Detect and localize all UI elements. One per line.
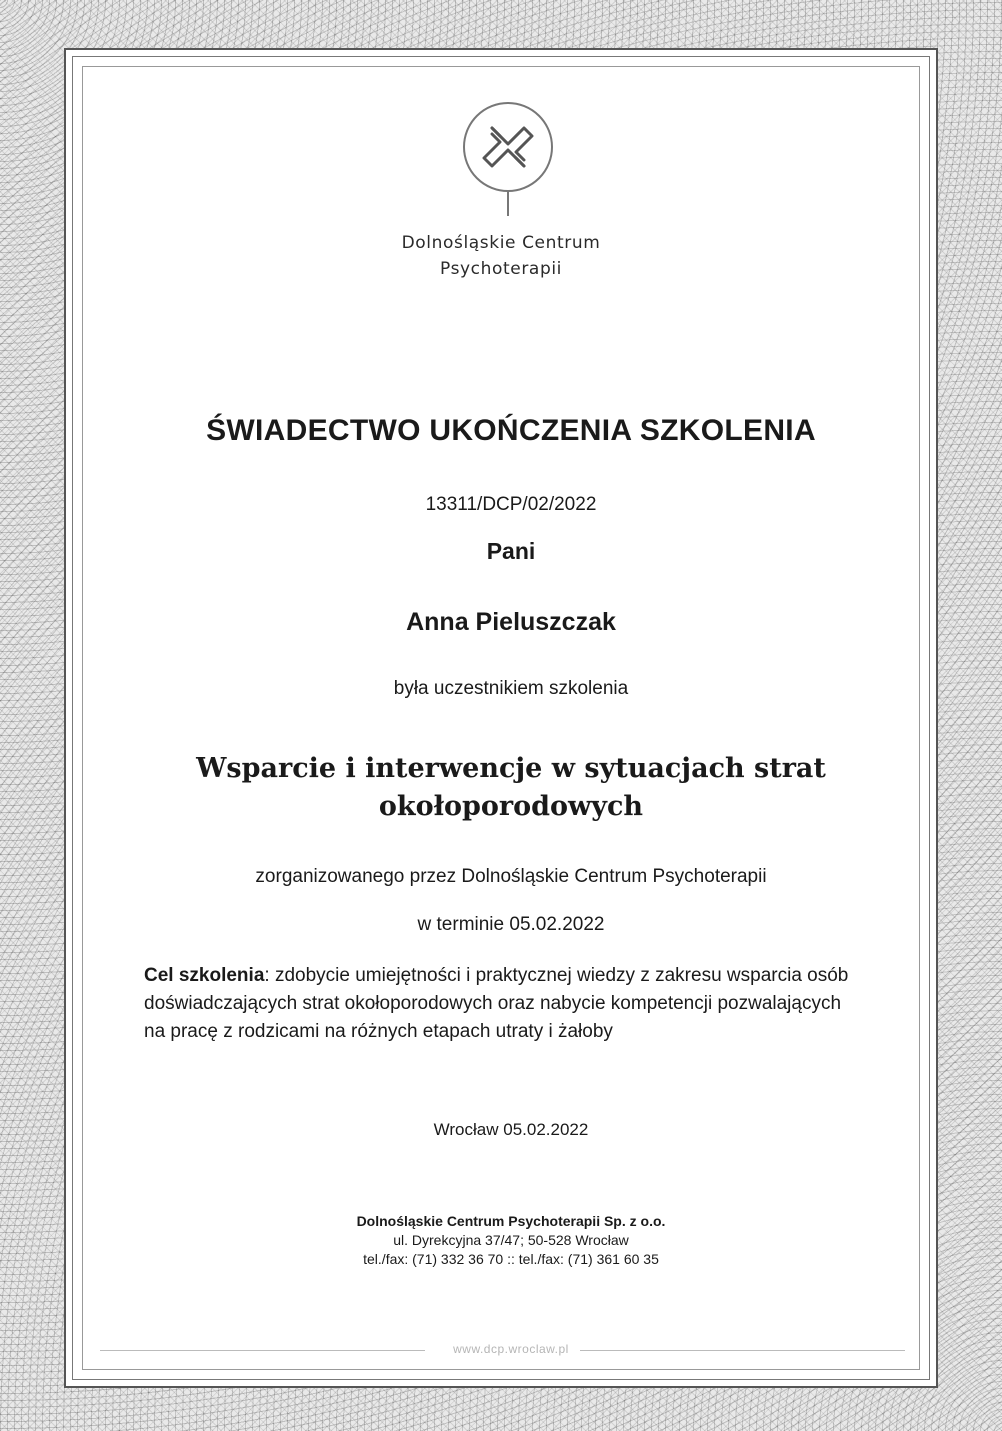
course-title (90, 750, 932, 826)
logo-name-line2: Psychoterapii (440, 259, 562, 279)
course-title-line2: okołoporodowych (378, 791, 644, 822)
course-date: w terminie 05.02.2022 (417, 914, 605, 935)
dcp-logo-icon (461, 100, 555, 216)
website-url: www.dcp.wroclaw.pl (453, 1342, 569, 1356)
place-and-date: Wrocław 05.02.2022 (433, 1120, 589, 1139)
participant-name: Anna Pieluszczak (406, 608, 616, 636)
salutation: Pani (486, 538, 536, 564)
logo-name-line1: Dolnośląskie Centrum (401, 233, 601, 253)
certificate-title: ŚWIADECTWO UKOŃCZENIA SZKOLENIA (206, 414, 816, 447)
course-goal (144, 962, 864, 1046)
certificate-content (90, 70, 912, 1366)
course-title-line1: Wsparcie i interwencje w sytuacjach strat (196, 753, 826, 784)
goal-label: Cel szkolenia (144, 965, 265, 986)
footer-company: Dolnośląskie Centrum Psychoterapii Sp. z o.o. (356, 1213, 666, 1229)
participant-statement: była uczestnikiem szkolenia (393, 678, 629, 699)
certificate-number: 13311/DCP/02/2022 (425, 494, 597, 515)
footer-phones: tel./fax: (71) 332 36 70 :: tel./fax: (71) 361 60 35 (363, 1251, 659, 1267)
footer-contact (90, 1212, 932, 1269)
organizer-statement: zorganizowanego przez Dolnośląskie Centrum Psychoterapii (255, 866, 767, 887)
website-rule-right (580, 1350, 905, 1351)
footer-address: ul. Dyrekcyjna 37/47; 50-528 Wrocław (393, 1232, 629, 1248)
organization-logo-name (90, 230, 912, 282)
goal-text: : zdobycie umiejętności i praktycznej wiedzy z zakresu wsparcia osób doświadczających strat okołoporodowych oraz nabycie kompetencji pozwalających na pracę z rodzicami na różnych etapach utraty i żałoby (144, 965, 849, 1042)
